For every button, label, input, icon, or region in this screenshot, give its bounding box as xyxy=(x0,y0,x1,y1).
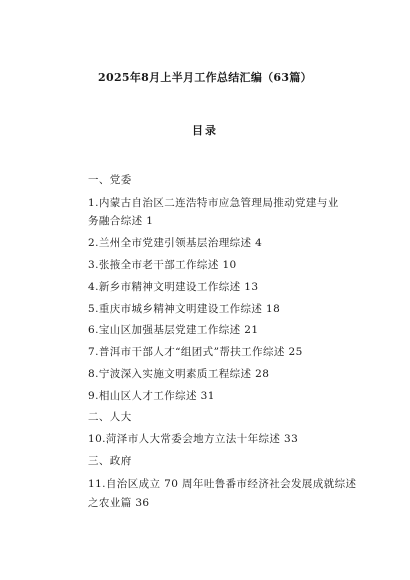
toc-entry-5: 5.重庆市城乡精神文明建设工作综述 18 xyxy=(88,303,281,315)
toc-entry-9: 9.相山区人才工作综述 31 xyxy=(88,390,215,402)
toc-section-party: 一、党委 xyxy=(88,174,132,186)
toc-entry-8: 8.宁波深入实施文明素质工程综述 28 xyxy=(88,368,270,380)
toc-section-congress: 二、人大 xyxy=(88,411,132,423)
toc-section-government: 三、政府 xyxy=(88,455,132,467)
toc-entry-10: 10.菏泽市人大常委会地方立法十年综述 33 xyxy=(88,433,299,445)
toc-entry-4: 4.新乡市精神文明建设工作综述 13 xyxy=(88,281,259,293)
document-title: 2025年8月上半月工作总结汇编（63篇） xyxy=(98,71,312,84)
toc-entry-7: 7.普洱市干部人才“组团式”帮扶工作综述 25 xyxy=(88,346,303,358)
toc-entry-11-continued: 之农业篇 36 xyxy=(88,497,150,509)
toc-heading: 目录 xyxy=(192,124,218,137)
toc-entry-1: 1.内蒙古自治区二连浩特市应急管理局推动党建与业 xyxy=(88,197,339,209)
toc-entry-3: 3.张掖全市老干部工作综述 10 xyxy=(88,259,237,271)
toc-entry-11: 11.自治区成立 70 周年吐鲁番市经济社会发展成就综述 xyxy=(88,478,357,490)
toc-entry-2: 2.兰州全市党建引领基层治理综述 4 xyxy=(88,237,263,249)
toc-entry-6: 6.宝山区加强基层党建工作综述 21 xyxy=(88,324,259,336)
toc-entry-1-continued: 务融合综述 1 xyxy=(88,215,154,227)
